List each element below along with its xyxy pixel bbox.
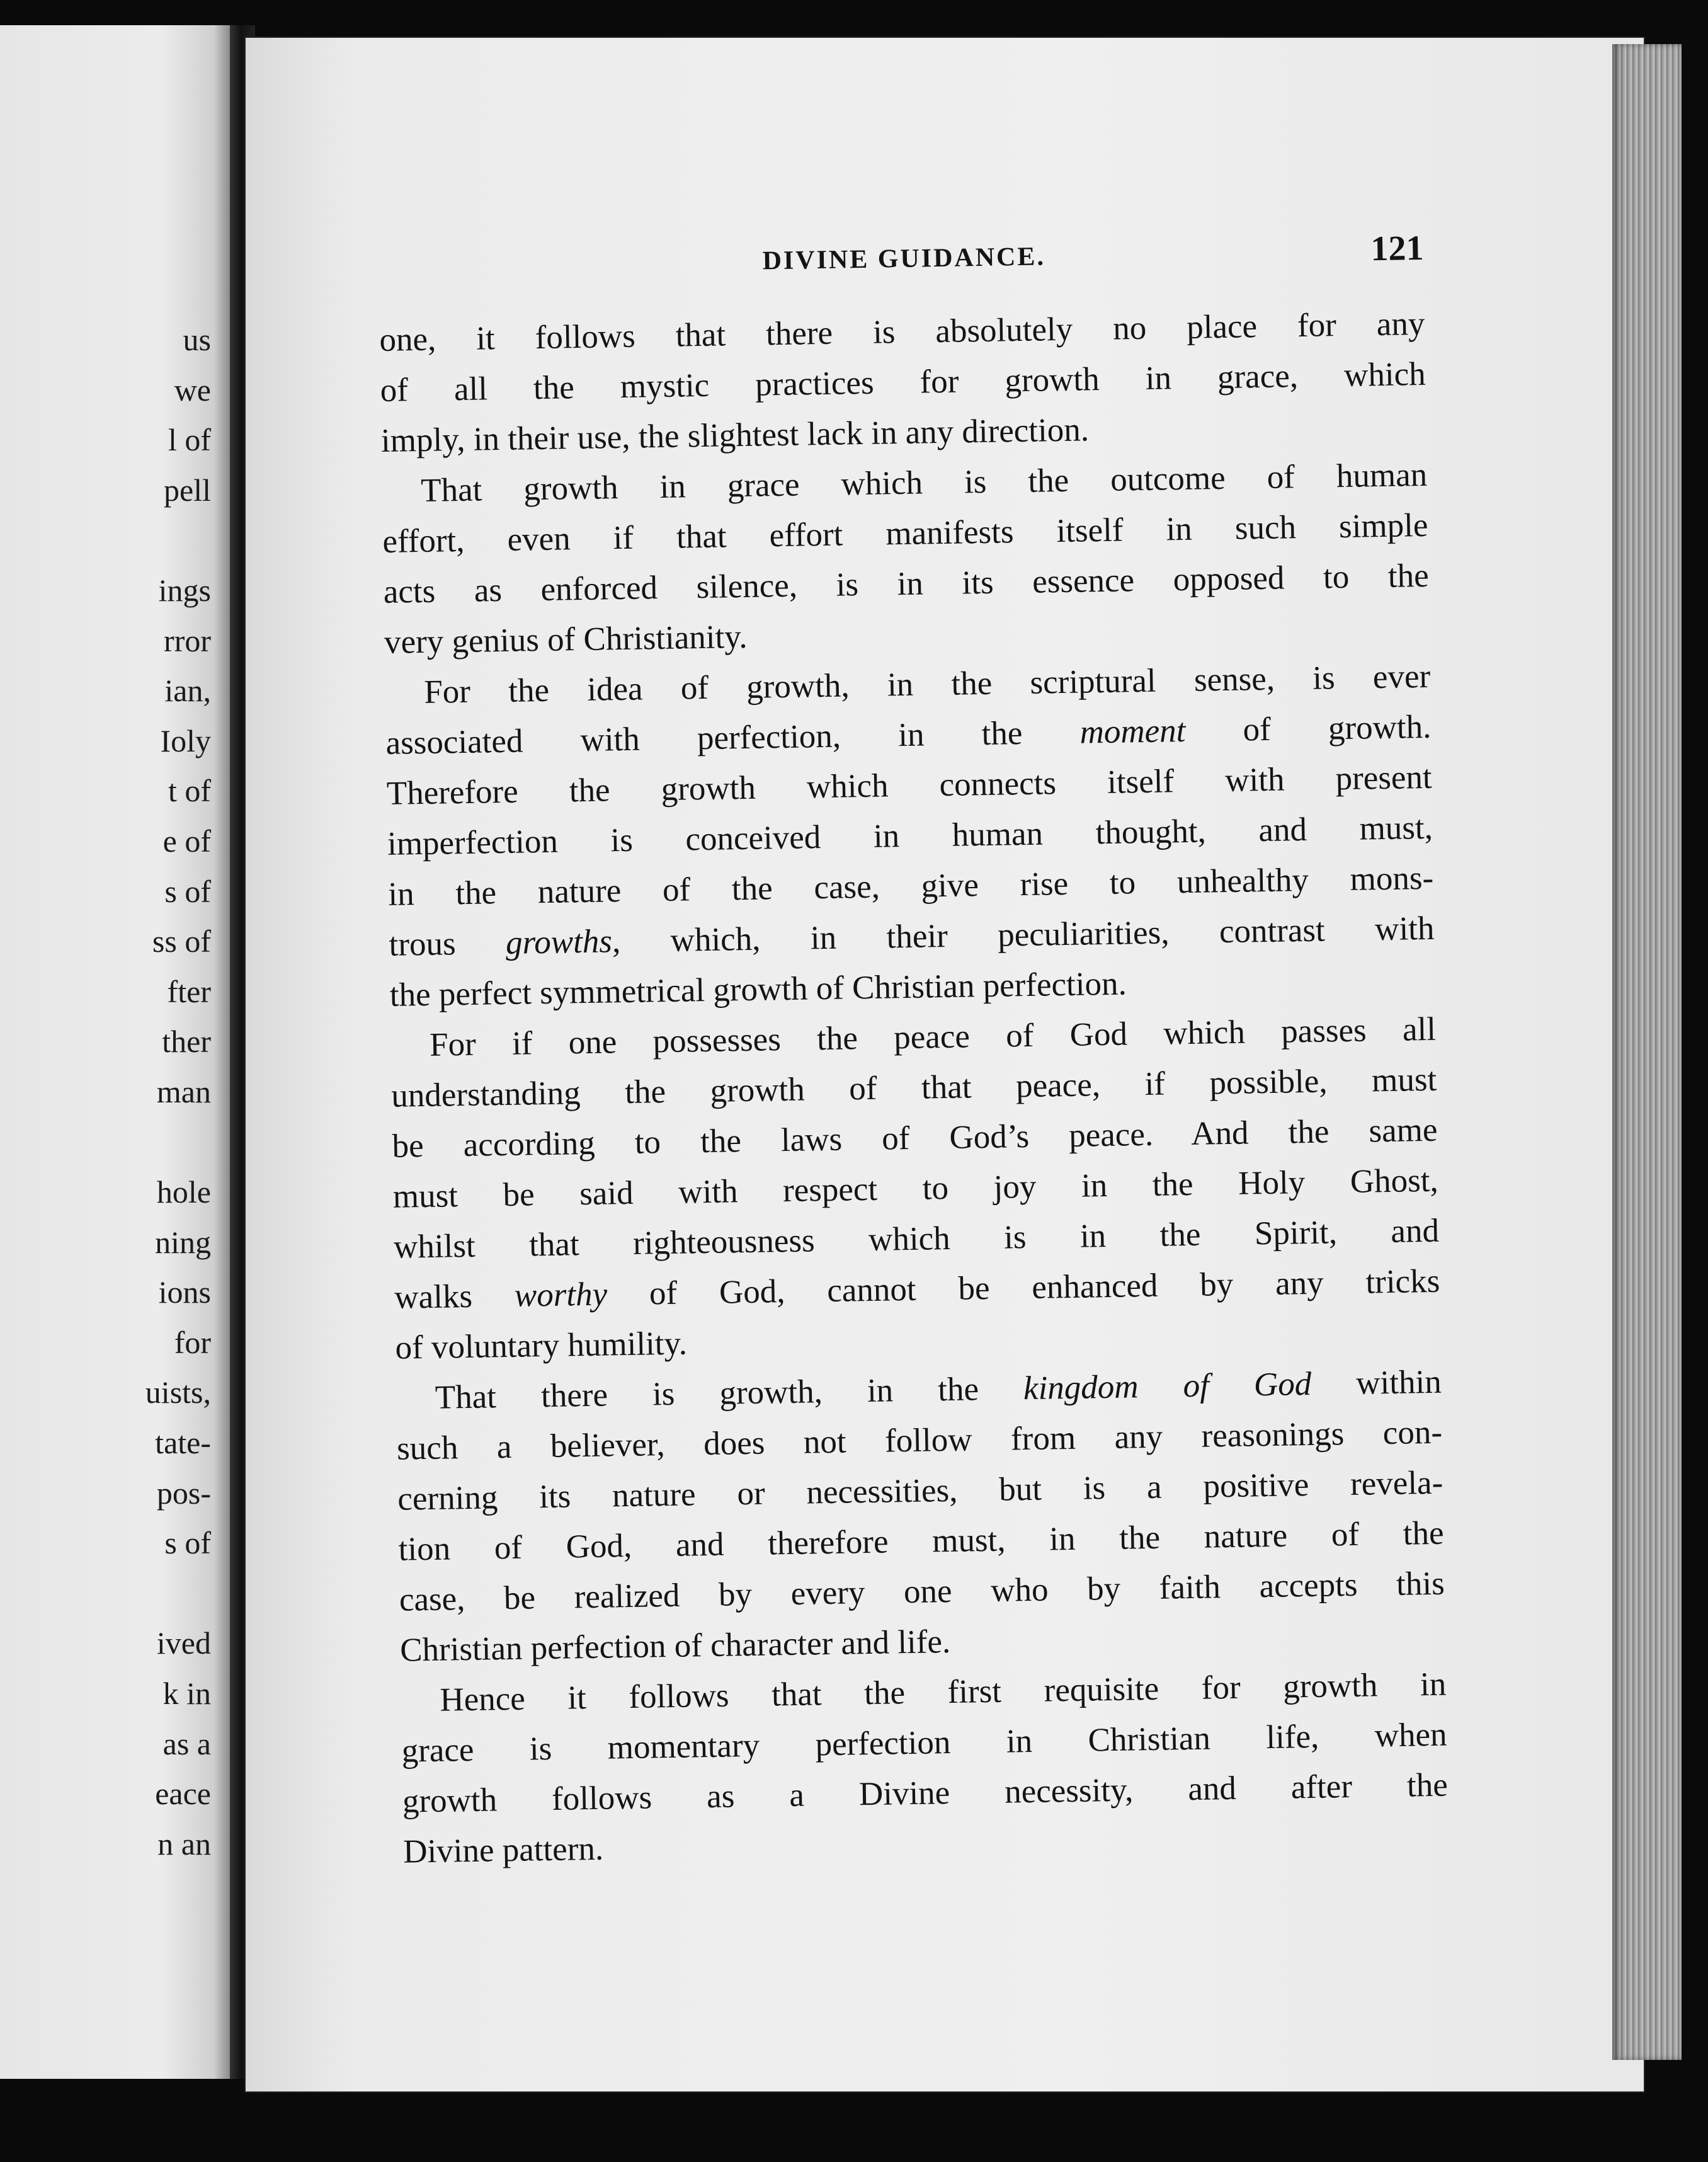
left-page-line: as a — [162, 1725, 211, 1761]
line-text: Christian perfection of character and life. — [399, 1623, 951, 1669]
paragraph — [396, 1357, 1445, 1676]
left-page-line: t of — [168, 773, 211, 809]
left-page-text-fragments — [145, 315, 211, 1869]
left-page-line — [145, 1569, 211, 1619]
left-page-line: n an — [157, 1826, 211, 1862]
line-text: Therefore the growth which connects itself with present — [386, 758, 1433, 812]
line-text: very genius of Christianity. — [384, 618, 748, 661]
line-text: That there is growth, in the — [435, 1370, 1024, 1416]
left-page-line: l of — [168, 422, 211, 458]
line-text: whilst that righteousness which is in the Spirit, and — [393, 1212, 1440, 1266]
line-text: of all the mystic practices for growth in grace, which — [380, 355, 1426, 409]
line-text: of growth. — [1185, 708, 1432, 749]
line-text: of voluntary humility. — [395, 1325, 688, 1366]
page-number: 121 — [1370, 228, 1424, 269]
line-text: within — [1311, 1363, 1442, 1402]
line-text: understanding the growth of that peace, if possible, must — [390, 1061, 1437, 1114]
left-page-line: pos- — [156, 1475, 211, 1511]
line-text: trous — [389, 924, 506, 963]
line-text: acts as enforced silence, is in its essence opposed to the — [383, 557, 1430, 610]
line-text: That growth in grace which is the outcome of human — [420, 456, 1428, 509]
left-page-line — [145, 515, 211, 566]
line-text: grace is momentary perfection in Christian life, when — [401, 1716, 1447, 1770]
paragraph — [382, 450, 1430, 668]
left-page-line: ther — [162, 1024, 211, 1060]
line-text: the perfect symmetrical growth of Christian perfection. — [389, 965, 1127, 1014]
line-text: effort, even if that effort manifests itself in such simple — [382, 506, 1428, 560]
line-text: must be said with respect to joy in the Holy Ghost, — [392, 1162, 1439, 1215]
line-text: For the idea of growth, in the scriptural sense, is ever — [423, 658, 1431, 711]
left-page-line: tate- — [155, 1425, 211, 1461]
line-text: such a believer, does not follow from any reasonings con- — [396, 1414, 1443, 1467]
italic-text: worthy — [514, 1276, 608, 1314]
line-text: walks — [394, 1277, 515, 1316]
line-text: be according to the laws of God’s peace. And the same — [392, 1111, 1438, 1165]
left-page-line: man — [156, 1073, 211, 1109]
left-page-line: rror — [164, 622, 211, 658]
left-page-line: we — [174, 372, 211, 408]
paragraph — [379, 299, 1427, 466]
left-page-line: ian, — [164, 673, 211, 709]
left-page-line: ived — [156, 1625, 211, 1661]
left-page-line: eace — [155, 1776, 211, 1812]
left-page-line: ning — [155, 1224, 211, 1260]
italic-text: kingdom of God — [1023, 1365, 1312, 1407]
paragraph — [401, 1659, 1449, 1877]
italic-text: moment — [1079, 712, 1186, 751]
right-page-text-block — [378, 223, 1449, 1877]
italic-text: growths — [505, 923, 613, 961]
line-text: tion of God, and therefore must, in the nature of the — [398, 1514, 1444, 1568]
left-page-line: hole — [156, 1174, 211, 1210]
left-page-line: ings — [158, 572, 211, 608]
line-text: Hence it follows that the first requisite for growth in — [439, 1666, 1447, 1719]
page-edges — [1612, 44, 1682, 2060]
left-page-line: s of — [164, 1525, 211, 1561]
left-page-line: e of — [162, 823, 211, 859]
line-text: one, it follows that there is absolutely no place for any — [379, 305, 1425, 358]
line-text: For if one possesses the peace of God which passes all — [429, 1010, 1437, 1063]
line-text: cerning its nature or necessities, but is a positive revela- — [397, 1464, 1443, 1518]
left-page-line: us — [183, 322, 211, 357]
line-text: of God, cannot be enhanced by any tricks — [606, 1262, 1440, 1313]
line-text: Divine pattern. — [402, 1830, 604, 1870]
line-text: imply, in their use, the slightest lack in any direction. — [380, 411, 1090, 459]
line-text: associated with perfection, in the — [385, 714, 1081, 762]
line-text: imperfection is conceived in human thought, and must, — [387, 809, 1433, 862]
left-page-line: ss of — [152, 924, 211, 959]
line-text: in the nature of the case, give rise to unhealthy mons- — [387, 859, 1434, 913]
line-text: growth follows as a Divine necessity, and after the — [402, 1766, 1449, 1820]
line-text: , which, in their peculiarities, contrast with — [612, 910, 1435, 960]
left-page-line — [145, 1118, 211, 1168]
left-page-line: k in — [162, 1676, 211, 1712]
left-page-line: uists, — [145, 1375, 211, 1410]
left-page-line: fter — [167, 973, 211, 1009]
paragraph — [390, 1004, 1441, 1373]
left-page-line: s of — [164, 873, 211, 909]
running-head-title: DIVINE GUIDANCE. — [762, 242, 1046, 276]
left-page-line: ions — [158, 1274, 211, 1310]
body-text — [379, 299, 1449, 1877]
left-page-line: Ioly — [160, 723, 211, 758]
left-page — [0, 25, 230, 2079]
left-page-line: for — [174, 1324, 211, 1360]
line-text: case, be realized by every one who by faith accepts this — [399, 1565, 1445, 1618]
left-page-line: pell — [164, 472, 211, 508]
paragraph — [385, 651, 1436, 1021]
